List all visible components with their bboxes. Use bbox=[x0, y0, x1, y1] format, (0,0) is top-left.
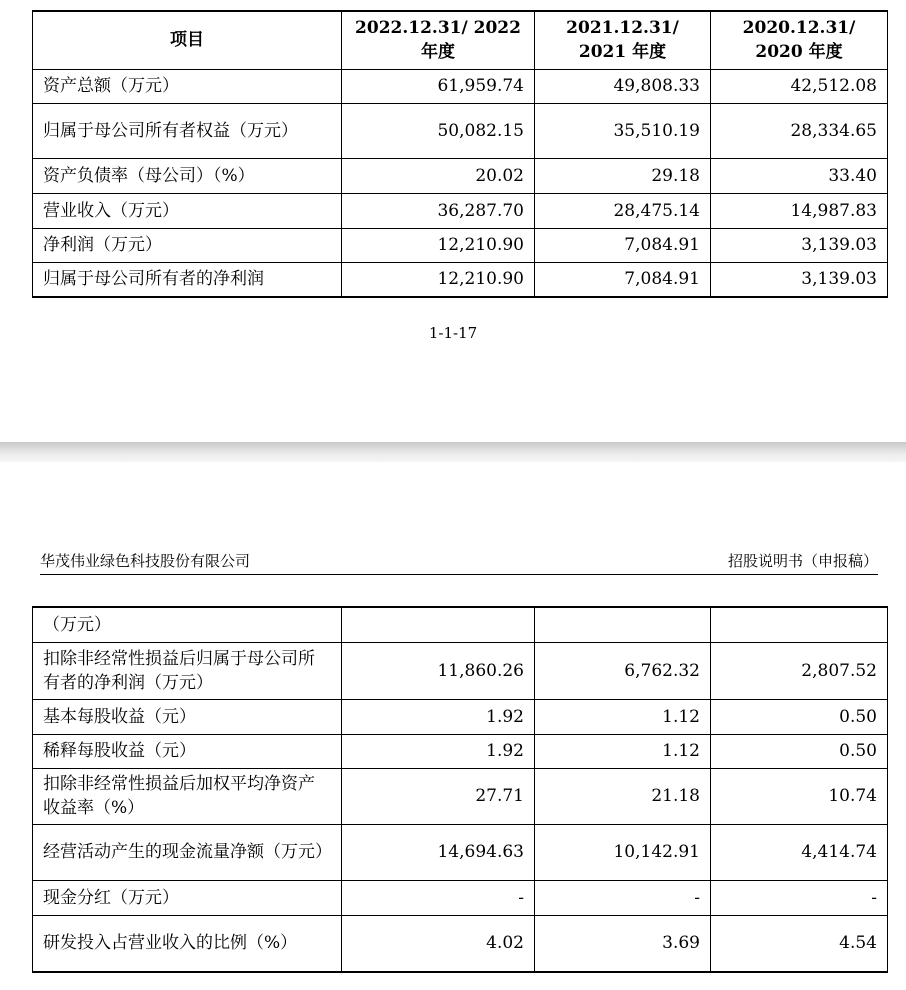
page-2 bbox=[0, 462, 906, 990]
row-value-2021: 3.69 bbox=[535, 915, 711, 972]
table-row bbox=[33, 824, 888, 880]
row-value-2021: 49,808.33 bbox=[535, 69, 711, 103]
row-value-2020: 14,987.83 bbox=[711, 193, 888, 228]
page-number: 1-1-17 bbox=[428, 324, 478, 342]
row-value-2020: 4.54 bbox=[711, 915, 888, 972]
row-value-2022: 20.02 bbox=[342, 158, 535, 193]
row-value-2020: 42,512.08 bbox=[711, 69, 888, 103]
row-value-2022: 11,860.26 bbox=[342, 642, 535, 699]
financial-table-part1 bbox=[32, 10, 888, 298]
row-value-2021: 10,142.91 bbox=[535, 824, 711, 880]
company-name: 华茂伟业绿色科技股份有限公司 bbox=[40, 552, 251, 570]
row-value-2021: 1.12 bbox=[535, 734, 711, 768]
row-value-2022: 14,694.63 bbox=[342, 824, 535, 880]
table-row bbox=[33, 642, 888, 699]
table-row bbox=[33, 768, 888, 824]
row-label: 净利润（万元） bbox=[33, 228, 342, 262]
row-value-2020: 3,139.03 bbox=[711, 228, 888, 262]
row-value-2020 bbox=[711, 607, 888, 642]
header-2020: 2020.12.31/ 2020 年度 bbox=[711, 11, 888, 69]
row-value-2020: 4,414.74 bbox=[711, 824, 888, 880]
row-value-2022: 27.71 bbox=[342, 768, 535, 824]
row-label: 基本每股收益（元） bbox=[33, 699, 342, 734]
row-value-2021 bbox=[535, 607, 711, 642]
row-value-2022: 61,959.74 bbox=[342, 69, 535, 103]
row-value-2021: 35,510.19 bbox=[535, 103, 711, 158]
page-separator bbox=[0, 442, 906, 462]
table-row bbox=[33, 193, 888, 228]
table-row bbox=[33, 158, 888, 193]
table-row bbox=[33, 103, 888, 158]
row-value-2022: 36,287.70 bbox=[342, 193, 535, 228]
row-value-2020: 0.50 bbox=[711, 734, 888, 768]
row-label: 扣除非经常性损益后归属于母公司所有者的净利润（万元） bbox=[33, 642, 342, 699]
row-value-2020: 28,334.65 bbox=[711, 103, 888, 158]
row-value-2020: 33.40 bbox=[711, 158, 888, 193]
table-row bbox=[33, 699, 888, 734]
row-value-2022: 4.02 bbox=[342, 915, 535, 972]
row-label: 资产总额（万元） bbox=[33, 69, 342, 103]
row-label: 稀释每股收益（元） bbox=[33, 734, 342, 768]
row-label: 归属于母公司所有者权益（万元） bbox=[33, 103, 342, 158]
table-row bbox=[33, 262, 888, 297]
table-row bbox=[33, 607, 888, 642]
row-value-2020: 3,139.03 bbox=[711, 262, 888, 297]
table-header-row bbox=[33, 11, 888, 69]
row-value-2021: 21.18 bbox=[535, 768, 711, 824]
row-value-2020: 0.50 bbox=[711, 699, 888, 734]
row-value-2021: 1.12 bbox=[535, 699, 711, 734]
row-label: 归属于母公司所有者的净利润 bbox=[33, 262, 342, 297]
row-value-2020: - bbox=[711, 880, 888, 915]
header-2021: 2021.12.31/ 2021 年度 bbox=[535, 11, 711, 69]
row-value-2022: 12,210.90 bbox=[342, 262, 535, 297]
row-label: 研发投入占营业收入的比例（%） bbox=[33, 915, 342, 972]
document-title: 招股说明书（申报稿） bbox=[727, 552, 878, 570]
row-label: 营业收入（万元） bbox=[33, 193, 342, 228]
row-value-2021: 29.18 bbox=[535, 158, 711, 193]
row-value-2022: 1.92 bbox=[342, 734, 535, 768]
row-value-2022: 12,210.90 bbox=[342, 228, 535, 262]
row-value-2021: 7,084.91 bbox=[535, 228, 711, 262]
row-value-2021: 28,475.14 bbox=[535, 193, 711, 228]
row-value-2021: - bbox=[535, 880, 711, 915]
financial-table-part2 bbox=[32, 606, 888, 973]
row-label: 经营活动产生的现金流量净额（万元） bbox=[33, 824, 342, 880]
row-value-2022: - bbox=[342, 880, 535, 915]
row-value-2022: 1.92 bbox=[342, 699, 535, 734]
row-label: （万元） bbox=[33, 607, 342, 642]
row-value-2022 bbox=[342, 607, 535, 642]
row-value-2021: 7,084.91 bbox=[535, 262, 711, 297]
page-1 bbox=[0, 0, 906, 442]
page-header bbox=[40, 548, 878, 575]
row-label: 现金分红（万元） bbox=[33, 880, 342, 915]
row-label: 扣除非经常性损益后加权平均净资产收益率（%） bbox=[33, 768, 342, 824]
table-row bbox=[33, 734, 888, 768]
table-row bbox=[33, 915, 888, 972]
table-row bbox=[33, 69, 888, 103]
table-row bbox=[33, 880, 888, 915]
row-label: 资产负债率（母公司）（%） bbox=[33, 158, 342, 193]
row-value-2020: 2,807.52 bbox=[711, 642, 888, 699]
row-value-2021: 6,762.32 bbox=[535, 642, 711, 699]
table-row bbox=[33, 228, 888, 262]
row-value-2022: 50,082.15 bbox=[342, 103, 535, 158]
header-item: 项目 bbox=[33, 11, 342, 69]
header-2022: 2022.12.31/ 2022 年度 bbox=[342, 11, 535, 69]
row-value-2020: 10.74 bbox=[711, 768, 888, 824]
